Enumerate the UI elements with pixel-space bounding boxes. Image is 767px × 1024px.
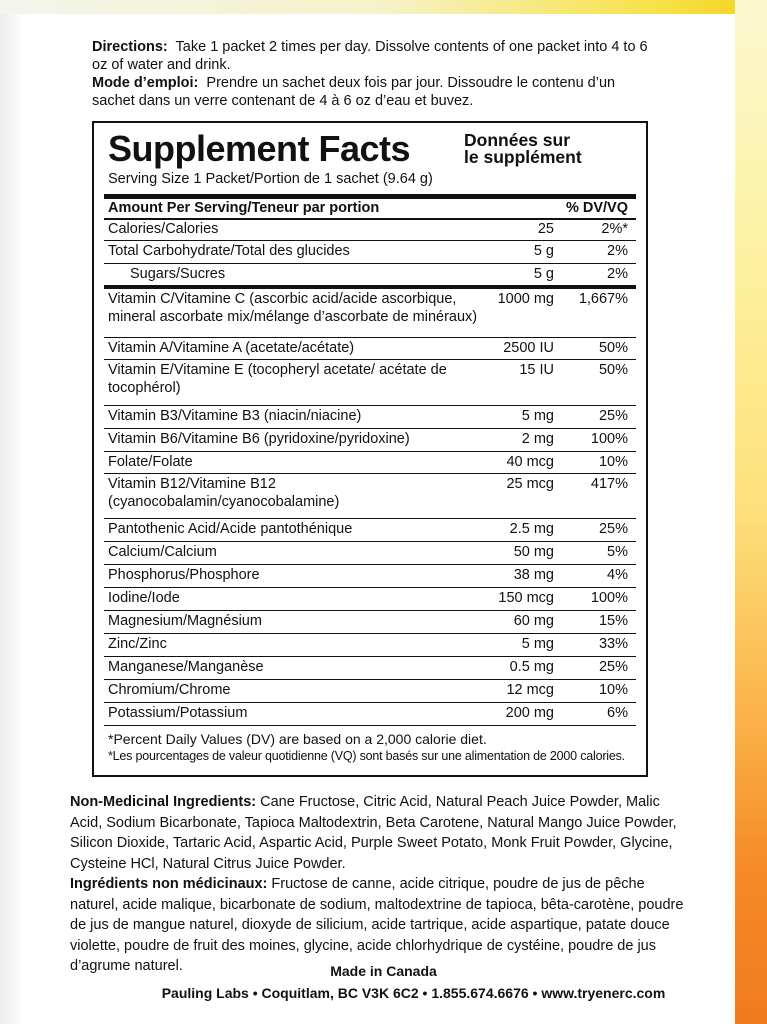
nutrient-dv: 5% [607,544,628,560]
facts-title-row [108,129,638,171]
nutrient-amount: 2500 IU [503,340,554,356]
nutrient-dv: 100% [590,431,628,447]
nutrient-dv: 25% [598,659,628,675]
nutrient-row [104,519,636,542]
nutrient-row [104,588,636,611]
nutrient-row [104,611,636,634]
nutrient-rows [104,219,636,726]
nutrient-name: Magnesium/Magnésium [108,613,262,629]
facts-title-fr [464,132,582,166]
nutrient-row [104,634,636,657]
nutrient-name: Calories/Calories [108,221,219,237]
nutrient-name: Zinc/Zinc [108,636,167,652]
nutrient-dv: 2% [607,266,628,282]
facts-title: Supplement Facts [108,128,411,169]
nutrient-amount: 5 mg [521,636,554,652]
nutrient-name: Iodine/Iode [108,590,180,606]
nutrient-amount: 2 mg [521,431,554,447]
nutrient-amount: 200 mg [505,705,554,721]
nutrient-row [104,429,636,452]
nutrient-dv: 50% [598,362,628,378]
nutrient-name: Vitamin C/Vitamine C (ascorbic acid/acide ascorbique, mineral ascorbate mix/mélange d’ascorbate de minéraux) [108,291,478,325]
nutrient-row [104,680,636,703]
nutrient-dv: 25% [598,521,628,537]
nutrient-amount: 25 [537,221,554,237]
directions-fr-text: Prendre un sachet deux fois par jour. Dissoudre le contenu d’un sachet dans un verre contenant de 4 à 6 oz d’eau et buvez. [92,75,616,109]
nutrient-name: Potassium/Potassium [108,705,248,721]
nutrient-amount: 40 mcg [506,454,554,470]
nutrient-row [104,219,636,241]
nutrient-name: Vitamin A/Vitamine A (acetate/acétate) [108,340,355,356]
nutrient-name: Sugars/Sucres [130,266,226,282]
facts-footnote [108,731,638,765]
nutrient-dv: 417% [590,476,628,492]
nutrient-amount: 1000 mg [497,291,554,307]
ingredients-text: Cane Fructose, Citric Acid, Natural Peach Juice Powder, Malic Acid, Sodium Bicarbonate, Tapioca Maltodextrin, Beta Carotene, Natural Mango Juice Powder, Silicon Dioxide, Tartaric Acid, Aspartic Acid, Purple Sweet Potato, Monk Fruit Powder, Glycine, Cysteine HCl, Natural Citrus Juice Powder. [70,794,677,872]
nutrient-amount: 15 IU [519,362,554,378]
nutrient-dv: 1,667% [578,291,628,307]
nutrient-name: Chromium/Chrome [108,682,231,698]
nutrient-amount: 25 mcg [506,476,554,492]
nutrient-row [104,565,636,588]
nutrient-name: Folate/Folate [108,454,193,470]
serving-size: Serving Size 1 Packet/Portion de 1 sachet (9.64 g) [108,171,433,187]
company-address: Pauling Labs • Coquitlam, BC V3K 6C2 • 1.855.674.6676 • www.tryenerc.com [161,985,666,1001]
nutrient-dv: 100% [590,590,628,606]
nutrient-row [104,406,636,429]
nutrient-name: Vitamin B12/Vitamine B12 (cyanocobalamin/cyanocobalamine) [108,476,340,510]
nutrient-name: Pantothenic Acid/Acide pantothénique [108,521,353,537]
nutrient-dv: 10% [598,682,628,698]
header-amount: Amount Per Serving/Teneur par portion [108,200,380,216]
nutrient-amount: 2.5 mg [509,521,554,537]
ingredients [70,792,690,977]
nutrient-dv: 33% [598,636,628,652]
directions-label: Directions: [92,39,168,55]
nutrient-dv: 15% [598,613,628,629]
nutrient-row [104,289,636,338]
footnote-en: *Percent Daily Values (DV) are based on a 2,000 calorie diet. [108,731,487,747]
nutrient-row [104,264,636,289]
nutrient-row [104,474,636,519]
right-color-edge [735,0,767,1024]
directions-fr-label: Mode d’emploi: [92,75,199,91]
nutrient-name: Manganese/Manganèse [108,659,264,675]
box-left-shadow [0,0,24,1024]
nutrient-amount: 150 mcg [498,590,554,606]
supplement-facts-panel [92,121,648,777]
nutrient-dv: 2% [607,243,628,259]
nutrient-dv: 2%* [601,221,628,237]
nutrient-amount: 12 mcg [506,682,554,698]
nutrient-row [104,657,636,680]
facts-title-fr-line1: Données sur [464,130,570,150]
divider-thick [104,194,636,199]
directions-text: Take 1 packet 2 times per day. Dissolve contents of one packet into 4 to 6 oz of water and drink. [92,39,648,73]
ingredients-fr-label: Ingrédients non médicinaux: [70,876,268,892]
nutrient-name: Vitamin B3/Vitamine B3 (niacin/niacine) [108,408,362,424]
top-color-stripe [0,0,767,14]
footnote-fr: *Les pourcentages de valeur quotidienne (VQ) sont basés sur une alimentation de 2000 calories. [108,749,625,763]
nutrient-amount: 60 mg [513,613,554,629]
nutrient-row [104,360,636,406]
nutrient-row [104,452,636,474]
nutrient-amount: 38 mg [513,567,554,583]
facts-header [108,200,636,216]
nutrient-dv: 25% [598,408,628,424]
nutrient-dv: 10% [598,454,628,470]
nutrient-amount: 50 mg [513,544,554,560]
ingredients-label: Non-Medicinal Ingredients: [70,794,257,810]
directions [92,38,652,110]
nutrient-row [104,703,636,726]
header-dv: % DV/VQ [565,200,628,216]
ingredients-fr-text: Fructose de canne, acide citrique, poudre de jus de pêche naturel, acide malique, bicarbonate de sodium, maltodextrine de tapioca, bêta-carotène, poudre de jus de mangue naturel, dioxyde de silicium, acide tartrique, acide aspartique, patate douce violette, poudre de fruit des moines, glycine, acide chlorhydrique de cystéine, poudre de jus d’agrume naturel. [70,876,684,974]
nutrient-row [104,338,636,360]
made-in: Made in Canada [330,963,437,979]
facts-title-fr-line2: le supplément [464,147,582,167]
nutrient-name: Vitamin E/Vitamine E (tocopheryl acetate/ acétate de tocophérol) [108,362,447,396]
nutrient-name: Total Carbohydrate/Total des glucides [108,243,350,259]
nutrient-name: Calcium/Calcium [108,544,217,560]
nutrient-dv: 4% [607,567,628,583]
nutrient-dv: 50% [598,340,628,356]
nutrient-amount: 0.5 mg [509,659,554,675]
nutrient-name: Phosphorus/Phosphore [108,567,260,583]
nutrient-amount: 5 g [533,266,554,282]
nutrient-name: Vitamin B6/Vitamine B6 (pyridoxine/pyridoxine) [108,431,410,447]
nutrient-row [104,241,636,264]
nutrient-dv: 6% [607,705,628,721]
nutrient-row [104,542,636,565]
nutrient-amount: 5 mg [521,408,554,424]
nutrient-amount: 5 g [533,243,554,259]
